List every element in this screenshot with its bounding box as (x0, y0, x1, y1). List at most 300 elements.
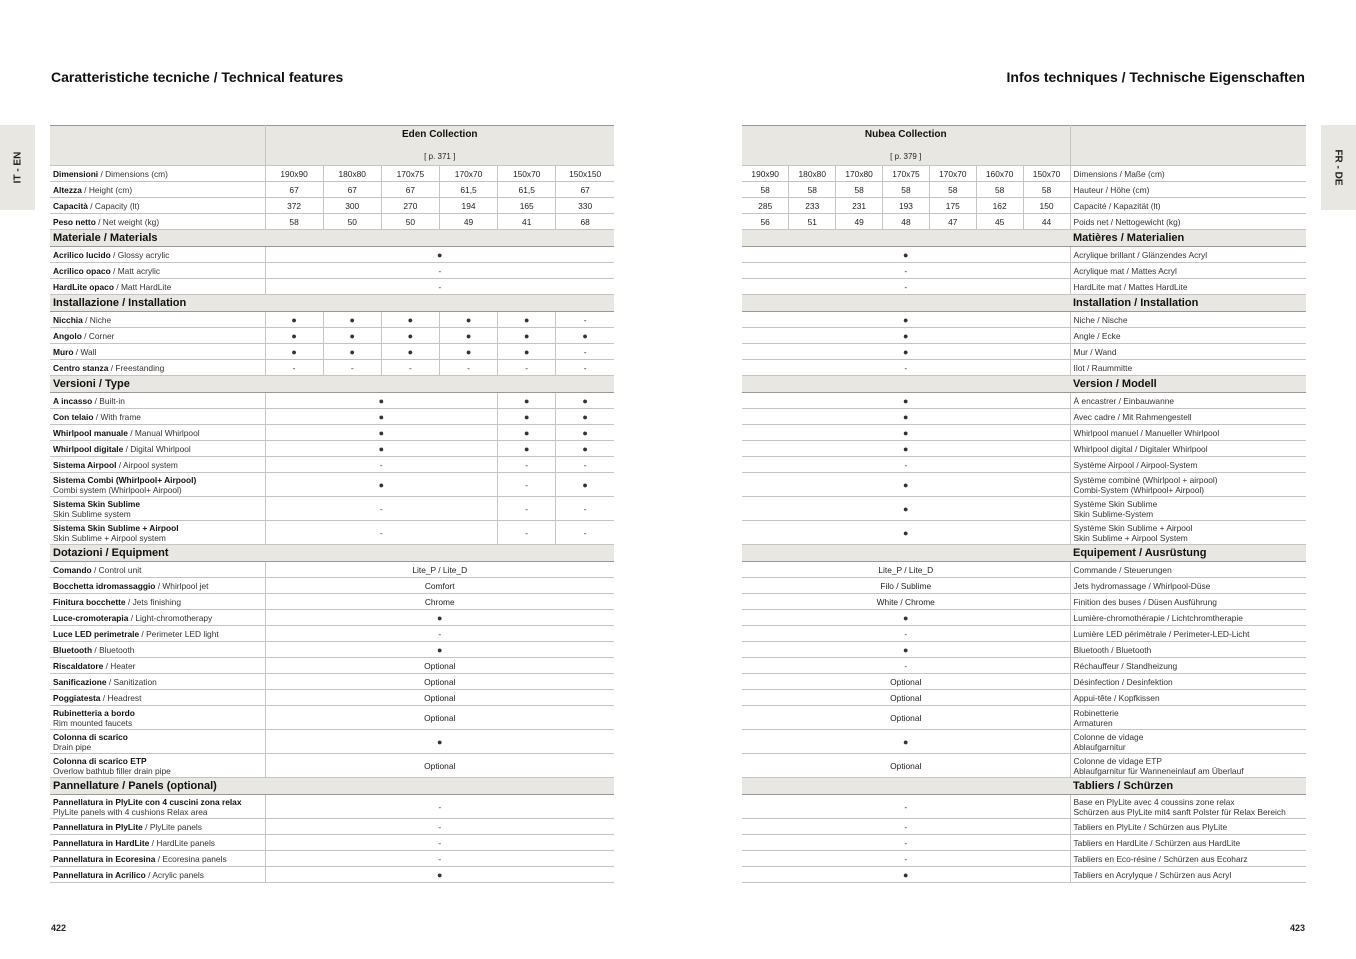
spec-value: ● (265, 425, 498, 441)
label-en: Perimeter LED light (146, 628, 219, 639)
spec-value: 58 (742, 182, 789, 198)
collection-header (742, 126, 1070, 166)
label-it: Bocchetta idromassaggio (53, 580, 156, 591)
spec-value: 58 (265, 214, 323, 230)
table-row (742, 690, 1306, 706)
table-row (50, 578, 614, 594)
label-en: Corner (88, 330, 115, 341)
label-it: Sistema Skin Sublime (53, 498, 141, 509)
label-it: Riscaldatore (53, 660, 104, 671)
label-line-2: Armaturen (1073, 717, 1113, 728)
spec-value: ● (742, 393, 1070, 409)
label-en: Freestanding (115, 362, 165, 373)
table-row (742, 441, 1306, 457)
spec-row (50, 198, 614, 214)
spec-value: ● (439, 328, 497, 344)
section-title: Dotazioni / Equipment (50, 545, 614, 562)
section-spacer (742, 295, 1070, 312)
section-title: Equipement / Ausrüstung (1070, 545, 1306, 562)
label-it: Sistema Airpool (53, 459, 117, 470)
spec-value: - (265, 626, 614, 642)
spec-value: 190x90 (742, 166, 789, 182)
spec-value: ● (265, 409, 498, 425)
section-title: Matières / Materialien (1070, 230, 1306, 247)
spec-value: - (742, 360, 1070, 376)
label-it: Angolo (53, 330, 82, 341)
spec-value: Optional (265, 690, 614, 706)
label-en: PlyLite panels with 4 cushions Relax area (53, 806, 208, 817)
label-separator: / (139, 628, 147, 639)
spec-value: ● (265, 441, 498, 457)
spec-value: ● (323, 328, 381, 344)
table-row (50, 473, 614, 497)
spec-value: 190x90 (265, 166, 323, 182)
label-en: Sanitization (113, 676, 157, 687)
spec-value: ● (265, 344, 323, 360)
row-label (1070, 497, 1306, 521)
spec-value: ● (381, 344, 439, 360)
spec-value: - (265, 795, 614, 819)
section-header (742, 778, 1306, 795)
section-title: Version / Modell (1070, 376, 1306, 393)
label-en: Heater (110, 660, 136, 671)
section-header (50, 376, 614, 393)
spec-value: ● (498, 425, 556, 441)
collection-page-ref: [ p. 371 ] (424, 152, 456, 161)
spec-value: ● (742, 328, 1070, 344)
spec-value: 194 (439, 198, 497, 214)
row-label (1070, 594, 1306, 610)
spec-value: ● (439, 344, 497, 360)
section-title: Tabliers / Schürzen (1070, 778, 1306, 795)
table-row (50, 279, 614, 295)
table-row (742, 642, 1306, 658)
label-it: Pannellatura in PlyLite con 4 cuscini zona relax (53, 796, 242, 807)
row-label (1070, 626, 1306, 642)
section-title: Installazione / Installation (50, 295, 614, 312)
label-it: Comando (53, 564, 92, 575)
label-separator: / (100, 692, 108, 703)
label-fr-de: Angle / Ecke (1073, 330, 1121, 341)
label-it: Whirlpool digitale (53, 443, 124, 454)
row-label (50, 166, 265, 182)
row-label (50, 754, 265, 778)
row-label (50, 626, 265, 642)
spec-value: 193 (883, 198, 930, 214)
spec-value: - (265, 263, 614, 279)
label-fr-de: Bluetooth / Bluetooth (1073, 644, 1152, 655)
label-en: Dimensions (cm) (105, 168, 168, 179)
spec-value: - (742, 457, 1070, 473)
table-row (50, 706, 614, 730)
label-separator: / (95, 216, 103, 227)
spec-value: 45 (976, 214, 1023, 230)
label-en: Airpool system (122, 459, 178, 470)
label-fr-de: Tabliers en HardLite / Schürzen aus HardLite (1073, 837, 1241, 848)
label-it: Finitura bocchette (53, 596, 126, 607)
spec-value: ● (498, 344, 556, 360)
label-separator: / (127, 427, 135, 438)
label-fr-de: Hauteur / Höhe (cm) (1073, 184, 1150, 195)
spec-value: ● (742, 473, 1070, 497)
spec-row (742, 214, 1306, 230)
label-separator: / (92, 395, 100, 406)
table-row (742, 497, 1306, 521)
label-en: Acrylic panels (152, 869, 204, 880)
spec-value: 47 (929, 214, 976, 230)
table-row (742, 626, 1306, 642)
spec-value: Optional (742, 690, 1070, 706)
row-label (1070, 851, 1306, 867)
spec-value: 180x80 (789, 166, 836, 182)
spec-value: 51 (789, 214, 836, 230)
nubea-spec-table (742, 125, 1306, 883)
spec-value: - (323, 360, 381, 376)
spec-value: Optional (265, 674, 614, 690)
spec-value: - (742, 819, 1070, 835)
spec-value: 160x70 (976, 166, 1023, 182)
label-fr-de: Acrylique mat / Mattes Acryl (1073, 265, 1177, 276)
section-spacer (742, 230, 1070, 247)
row-label (1070, 706, 1306, 730)
row-label (1070, 521, 1306, 545)
language-tab-it-en (0, 125, 35, 210)
row-label (50, 497, 265, 521)
table-row (742, 457, 1306, 473)
spec-value: ● (556, 409, 614, 425)
label-en: Drain pipe (53, 741, 92, 752)
spec-value: - (556, 360, 614, 376)
label-separator: / (155, 580, 163, 591)
spec-value: Optional (265, 658, 614, 674)
spec-value: ● (498, 409, 556, 425)
label-line-2: Combi-System (Whirlpool+ Airpool) (1073, 484, 1205, 495)
spec-value: Lite_P / Lite_D (742, 562, 1070, 578)
label-en: Whirlpool jet (162, 580, 209, 591)
spec-value: Optional (742, 706, 1070, 730)
label-it: Acrilico lucido (53, 249, 111, 260)
table-row (50, 867, 614, 883)
label-it: Acrilico opaco (53, 265, 111, 276)
section-spacer (742, 376, 1070, 393)
label-en: Built-in (99, 395, 125, 406)
label-line-2: Ablaufgarnitur (1073, 741, 1126, 752)
label-fr-de: Système Airpool / Airpool-System (1073, 459, 1198, 470)
spec-value: - (498, 360, 556, 376)
label-fr-de: Lumière LED périmètrale / Perimeter-LED-Licht (1073, 628, 1250, 639)
section-header (742, 230, 1306, 247)
label-separator: / (108, 362, 116, 373)
table-row (742, 754, 1306, 778)
row-label (1070, 730, 1306, 754)
label-fr-de: Colonne de vidage ETP (1073, 755, 1162, 766)
row-label (1070, 819, 1306, 835)
spec-value: 170x70 (439, 166, 497, 182)
label-fr-de: Système combiné (Whirlpool + airpool) (1073, 474, 1218, 485)
page-title-left: Caratteristiche tecniche / Technical features (51, 69, 344, 85)
spec-value: 67 (381, 182, 439, 198)
collection-name: Nubea Collection (864, 129, 947, 140)
label-it: Centro stanza (53, 362, 109, 373)
spec-value: 170x70 (929, 166, 976, 182)
spec-value: 58 (789, 182, 836, 198)
spec-value: 41 (498, 214, 556, 230)
spec-value: 58 (836, 182, 883, 198)
table-row (742, 851, 1306, 867)
spec-value: Comfort (265, 578, 614, 594)
spec-value: 372 (265, 198, 323, 214)
row-label (1070, 328, 1306, 344)
row-label (50, 425, 265, 441)
spec-value: 165 (498, 198, 556, 214)
row-label (1070, 441, 1306, 457)
row-label (50, 851, 265, 867)
spec-value: Filo / Sublime (742, 578, 1070, 594)
label-separator: / (92, 644, 100, 655)
spec-value: 170x75 (381, 166, 439, 182)
section-header (50, 778, 614, 795)
row-label (50, 706, 265, 730)
spec-value: 180x80 (323, 166, 381, 182)
label-it: Nicchia (53, 314, 83, 325)
spec-value: Chrome (265, 594, 614, 610)
spec-value: ● (323, 344, 381, 360)
spec-value: 61,5 (439, 182, 497, 198)
spec-row (50, 166, 614, 182)
label-fr-de: Niche / Nische (1073, 314, 1128, 325)
spec-value: ● (742, 610, 1070, 626)
row-label (50, 610, 265, 626)
spec-value: 50 (323, 214, 381, 230)
spec-value: - (265, 497, 498, 521)
row-label (1070, 642, 1306, 658)
spec-row (50, 182, 614, 198)
row-label (50, 198, 265, 214)
label-fr-de: Lumière-chromothérapie / Lichtchromtherapie (1073, 612, 1243, 623)
row-label (50, 279, 265, 295)
spec-value: - (556, 521, 614, 545)
spec-value: ● (742, 867, 1070, 883)
row-label (1070, 409, 1306, 425)
spec-value: - (556, 497, 614, 521)
row-label (50, 312, 265, 328)
label-line-2: Ablaufgarnitur für Wanneneinlauf am Überlauf (1073, 765, 1244, 776)
spec-value: ● (742, 642, 1070, 658)
table-row (742, 562, 1306, 578)
label-it: Pannellatura in PlyLite (53, 821, 143, 832)
label-en: Matt acrylic (117, 265, 161, 276)
row-label (50, 795, 265, 819)
spec-value: - (742, 795, 1070, 819)
label-it: Poggiatesta (53, 692, 101, 703)
table-row (742, 674, 1306, 690)
spec-value: 270 (381, 198, 439, 214)
table-row (742, 658, 1306, 674)
label-fr-de: Ilot / Raummitte (1073, 362, 1133, 373)
spec-value: 67 (265, 182, 323, 198)
table-row (742, 328, 1306, 344)
spec-value: ● (742, 409, 1070, 425)
spec-row (742, 166, 1306, 182)
row-label (1070, 263, 1306, 279)
label-it: Colonna di scarico ETP (53, 755, 147, 766)
label-en: Capacity (lt) (94, 200, 140, 211)
eden-spec-table (50, 125, 614, 883)
table-row (50, 658, 614, 674)
label-separator: / (128, 612, 136, 623)
label-line-2: Skin Sublime + Airpool System (1073, 532, 1188, 543)
spec-value: ● (556, 473, 614, 497)
label-fr-de: Désinfection / Desinfektion (1073, 676, 1173, 687)
label-fr-de: Mur / Wand (1073, 346, 1117, 357)
spec-value: 150x70 (498, 166, 556, 182)
table-row (50, 360, 614, 376)
row-label (1070, 754, 1306, 778)
row-label (1070, 214, 1306, 230)
language-tab-label: FR - DE (1333, 149, 1345, 186)
label-separator: / (81, 330, 89, 341)
spec-value: 175 (929, 198, 976, 214)
row-label (50, 578, 265, 594)
spec-value: ● (742, 344, 1070, 360)
label-fr-de: Système Skin Sublime (1073, 498, 1158, 509)
spec-value: Optional (265, 706, 614, 730)
label-en: Headrest (107, 692, 142, 703)
spec-value: ● (498, 328, 556, 344)
table-row (50, 690, 614, 706)
spec-value: ● (742, 312, 1070, 328)
spec-value: ● (265, 642, 614, 658)
table-row (742, 835, 1306, 851)
label-fr-de: Tabliers en Eco-résine / Schürzen aus Ecoharz (1073, 853, 1248, 864)
label-en: Light-chromotherapy (135, 612, 213, 623)
label-fr-de: Tabliers en Acrylyque / Schürzen aus Acryl (1073, 869, 1232, 880)
table-row (50, 247, 614, 263)
label-en: Glossy acrylic (117, 249, 170, 260)
label-en: Skin Sublime + Airpool system (53, 532, 166, 543)
label-it: Capacità (53, 200, 88, 211)
row-label (50, 594, 265, 610)
spec-value: 150x150 (556, 166, 614, 182)
table-row (50, 425, 614, 441)
table-row (742, 795, 1306, 819)
table-row (742, 867, 1306, 883)
table-row (742, 706, 1306, 730)
row-label (50, 819, 265, 835)
row-label (1070, 658, 1306, 674)
label-fr-de: HardLite mat / Mattes HardLite (1073, 281, 1188, 292)
table-row (742, 247, 1306, 263)
section-title: Installation / Installation (1070, 295, 1306, 312)
spec-value: ● (742, 441, 1070, 457)
label-separator: / (142, 821, 150, 832)
label-it: Sistema Combi (Whirlpool+ Airpool) (53, 474, 197, 485)
table-row (50, 393, 614, 409)
spec-value: - (742, 658, 1070, 674)
spec-value: 56 (742, 214, 789, 230)
section-header (50, 230, 614, 247)
row-label (50, 642, 265, 658)
spec-value: 67 (556, 182, 614, 198)
spec-value: ● (265, 312, 323, 328)
row-label (50, 521, 265, 545)
label-fr-de: Robinetterie (1073, 707, 1119, 718)
spec-value: - (265, 279, 614, 295)
table-row (742, 521, 1306, 545)
label-fr-de: Whirlpool manuel / Manueller Whirlpool (1073, 427, 1220, 438)
table-row (50, 642, 614, 658)
label-it: Pannellatura in Ecoresina (53, 853, 156, 864)
spec-value: - (498, 497, 556, 521)
section-header (50, 295, 614, 312)
row-label (1070, 344, 1306, 360)
table-row (50, 521, 614, 545)
row-label (1070, 360, 1306, 376)
label-it: A incasso (53, 395, 93, 406)
row-label (50, 658, 265, 674)
table-row (50, 730, 614, 754)
table-row (50, 328, 614, 344)
row-label (50, 393, 265, 409)
label-en: Digital Whirlpool (130, 443, 191, 454)
row-label (50, 690, 265, 706)
row-label (1070, 795, 1306, 819)
spec-value: - (265, 835, 614, 851)
row-label (50, 247, 265, 263)
label-it: Rubinetteria a bordo (53, 707, 135, 718)
label-en: Bluetooth (99, 644, 135, 655)
table-row (50, 344, 614, 360)
table-row (742, 279, 1306, 295)
spec-value: ● (265, 328, 323, 344)
row-label (1070, 674, 1306, 690)
spec-value: 58 (976, 182, 1023, 198)
spec-value: - (742, 626, 1070, 642)
spec-value: Optional (265, 754, 614, 778)
row-label (50, 473, 265, 497)
spec-value: Lite_P / Lite_D (265, 562, 614, 578)
collection-header (265, 126, 614, 166)
table-row (742, 312, 1306, 328)
spec-value: - (265, 851, 614, 867)
label-separator: / (149, 837, 157, 848)
spec-row (742, 182, 1306, 198)
row-label (1070, 457, 1306, 473)
label-en: Overlow bathtub filler drain pipe (53, 765, 171, 776)
spec-value: 300 (323, 198, 381, 214)
spec-value: ● (498, 441, 556, 457)
label-en: Height (cm) (88, 184, 133, 195)
label-it: Con telaio (53, 411, 94, 422)
row-label (50, 214, 265, 230)
language-tab-label: IT - EN (11, 151, 23, 184)
spec-value: 48 (883, 214, 930, 230)
table-row (50, 795, 614, 819)
label-fr-de: Commande / Steuerungen (1073, 564, 1172, 575)
row-label (1070, 166, 1306, 182)
table-row (50, 754, 614, 778)
collection-name: Eden Collection (401, 129, 478, 140)
row-label (1070, 473, 1306, 497)
section-title: Materiale / Materials (50, 230, 614, 247)
label-it: Pannellatura in HardLite (53, 837, 150, 848)
table-header (50, 126, 614, 166)
row-label (1070, 562, 1306, 578)
page-number-left: 422 (51, 923, 67, 933)
table-row (742, 360, 1306, 376)
spec-value: ● (265, 867, 614, 883)
spec-value: - (742, 279, 1070, 295)
